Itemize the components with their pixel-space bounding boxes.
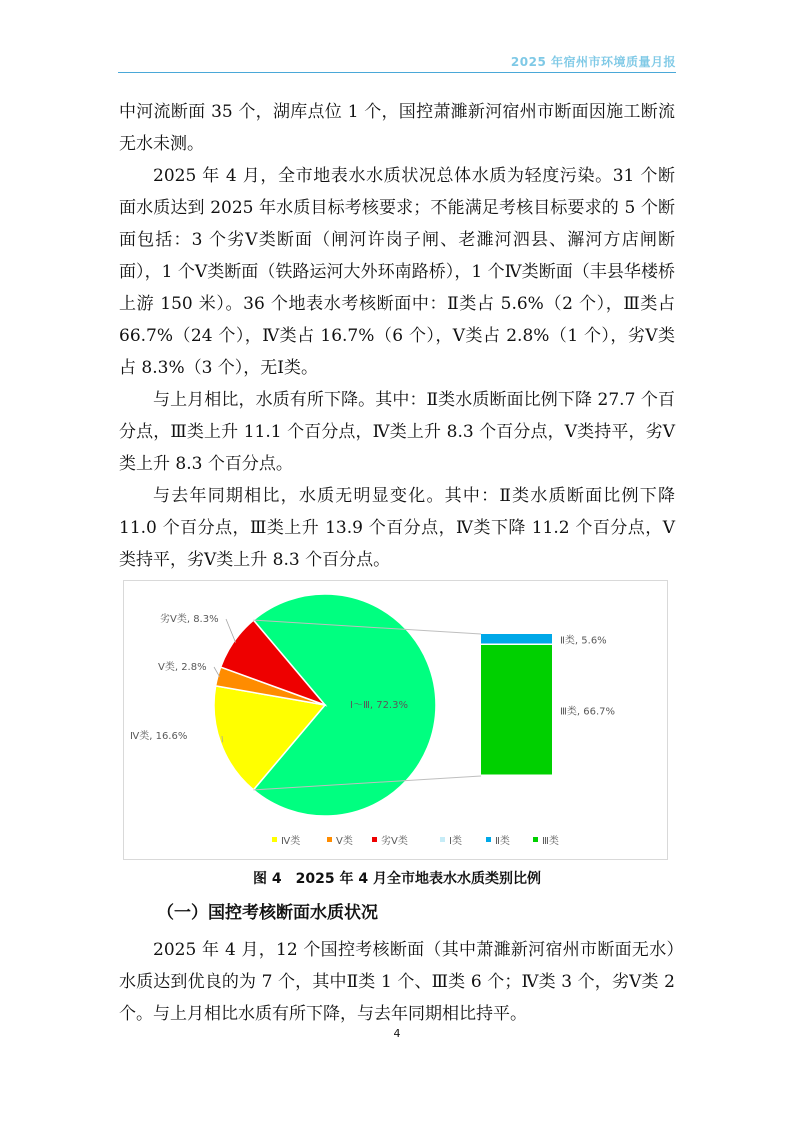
water-quality-chart xyxy=(123,580,668,860)
paragraph-3: 与上月相比，水质有所下降。其中：Ⅱ类水质断面比例下降 27.7 个百分点，Ⅲ类上升 11.1 个百分点，Ⅳ类上升 8.3 个百分点，Ⅴ类持平，劣Ⅴ类上升 8.3 个百分点。 xyxy=(119,390,675,474)
figure-caption: 图 4 2025 年 4 月全市地表水水质类别比例 xyxy=(253,871,541,887)
legend-label-4: Ⅰ类 xyxy=(449,836,462,847)
paragraph-1: 中河流断面 35 个，湖库点位 1 个，国控萧濉新河宿州市断面因施工断流无水未测。 xyxy=(119,102,675,154)
legend-swatch-3 xyxy=(372,837,377,842)
pie-label-4: 劣Ⅴ类, 8.3% xyxy=(160,614,219,625)
legend-label-2: Ⅴ类 xyxy=(336,836,353,847)
paragraph-4: 与去年同期相比，水质无明显变化。其中：Ⅱ类水质断面比例下降 11.0 个百分点，Ⅲ类上升 13.9 个百分点，Ⅳ类下降 11.2 个百分点，Ⅴ类持平，劣Ⅴ类上升 8.3 个百分点。 xyxy=(119,486,675,570)
leader-line-4 xyxy=(226,619,236,643)
bar-segment-1 xyxy=(481,634,552,644)
pie-label-3: Ⅴ类, 2.8% xyxy=(158,662,207,673)
legend-swatch-4 xyxy=(440,837,445,842)
paragraph-2: 2025 年 4 月，全市地表水水质状况总体水质为轻度污染。31 个断面水质达到 2025 年水质目标考核要求；不能满足考核目标要求的 5 个断面包括：3 个劣Ⅴ类断面（闸河许岗子闸、老濉河泗县、澥河方店闸断面），1 个Ⅴ类断面（铁路运河大外环南路桥），1 个Ⅳ类断面（丰县华楼桥上游 150 米）。36 个地表水考核断面中：Ⅱ类占 5.6%（2 个），Ⅲ类占 66.7%（24 个），Ⅳ类占 16.7%（6 个），Ⅴ类占 2.8%（1 个），劣Ⅴ类占 8.3%（3 个），无Ⅰ类。 xyxy=(119,166,675,378)
pie-label-2: Ⅳ类, 16.6% xyxy=(130,731,188,742)
legend-swatch-1 xyxy=(272,837,277,842)
paragraph-5: 2025 年 4 月，12 个国控考核断面（其中萧濉新河宿州市断面无水）水质达到优良的为 7 个，其中Ⅱ类 1 个、Ⅲ类 6 个；Ⅳ类 3 个，劣Ⅴ类 2 个。与上月相比水质有所下降，与去年同期相比持平。 xyxy=(119,940,675,1024)
bar-label-2: Ⅲ类, 66.7% xyxy=(560,706,616,718)
page-number: 4 xyxy=(393,1027,401,1040)
legend-label-3: 劣Ⅴ类 xyxy=(381,836,408,847)
legend-swatch-6 xyxy=(533,837,538,842)
report-header-title: 2025 年宿州市环境质量月报 xyxy=(510,55,676,69)
body-text-2 xyxy=(119,934,675,1030)
legend-label-1: Ⅳ类 xyxy=(281,836,301,847)
header-divider xyxy=(118,72,676,73)
section-heading: （一）国控考核断面水质状况 xyxy=(157,903,378,923)
leader-line-2 xyxy=(222,736,223,742)
chart-svg xyxy=(124,581,667,859)
body-text xyxy=(119,96,675,576)
bar-segment-2 xyxy=(481,645,552,775)
pie-label-1: Ⅰ～Ⅲ, 72.3% xyxy=(350,700,408,711)
bar-label-1: Ⅱ类, 5.6% xyxy=(560,635,607,647)
legend-label-5: Ⅱ类 xyxy=(495,836,510,847)
legend-swatch-5 xyxy=(486,837,491,842)
legend-swatch-2 xyxy=(327,837,332,842)
legend-label-6: Ⅲ类 xyxy=(542,836,559,847)
